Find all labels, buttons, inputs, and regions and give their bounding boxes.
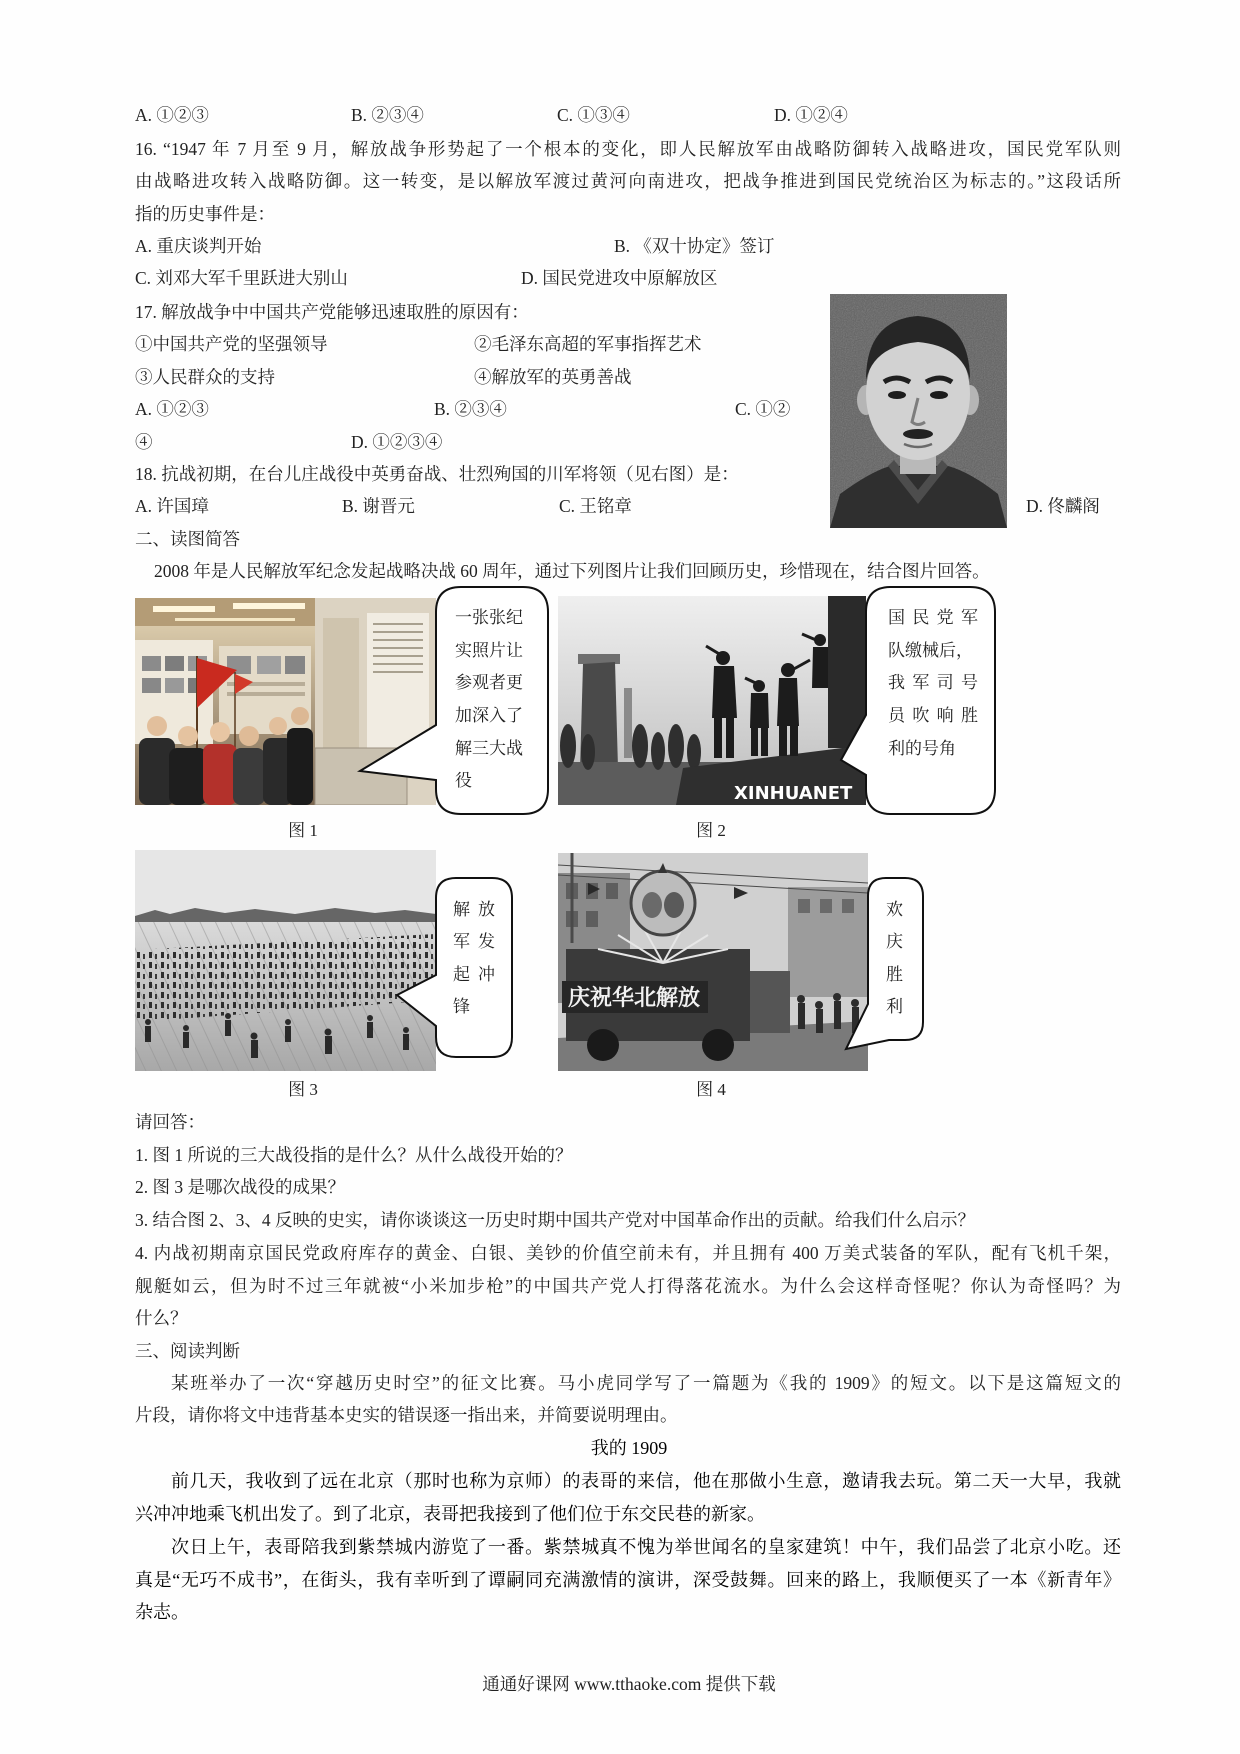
q16-stem-line-2: 由战略进攻转入战略防御。这一转变，是以解放军渡过黄河向南进攻，把战争推进到国民党统治区为标志的。”这段话所 — [135, 171, 1121, 191]
figure-2-bubble-line: 员吹响胜 — [888, 706, 978, 725]
q15-option-b: B. ②③④ — [351, 105, 424, 125]
q17-option-c-continued: ④ — [135, 432, 153, 452]
q18-stem: 18. 抗战初期，在台儿庄战役中英勇奋战、壮烈殉国的川军将领（见右图）是： — [135, 464, 739, 484]
xinhua-watermark: XINHUANET — [734, 783, 853, 804]
figure-4-parade-photo — [558, 853, 868, 1071]
q16-stem-line-1: 16. “1947 年 7 月至 9 月，解放战争形势起了一个根本的变化，即人民解放军由战略防御转入战略进攻，国民党军队则 — [135, 139, 1121, 159]
figure-1-bubble-line: 参观者更 — [455, 673, 523, 692]
figure-1-bubble-line: 役 — [455, 771, 472, 790]
q16-option-b: B. 《双十协定》签订 — [614, 236, 775, 256]
story-paragraph-2-line-2: 真是“无巧不成书”，在街头，我有幸听到了谭嗣同充满激情的演讲，深受鼓舞。回来的路上，我顺便买了一本《新青年》 — [135, 1570, 1121, 1590]
q17-option-d: D. ①②③④ — [351, 432, 443, 452]
figure-1-bubble-line: 实照片让 — [455, 641, 523, 660]
story-paragraph-2-line-3: 杂志。 — [135, 1602, 189, 1622]
figure-4-bubble-line: 庆 — [886, 932, 903, 951]
figure-4-caption: 图 4 — [696, 1080, 726, 1099]
figure-4-speech-bubble — [841, 876, 926, 1054]
section-3-intro-line-2: 片段，请你将文中违背基本史实的错误逐一指出来，并简要说明理由。 — [135, 1405, 678, 1425]
q18-option-c: C. 王铭章 — [559, 496, 632, 516]
q15-option-d: D. ①②④ — [774, 105, 848, 125]
answer-prompt: 请回答： — [135, 1112, 205, 1132]
figure-2-bubble-line: 队缴械后， — [888, 641, 973, 660]
figure-2-image — [558, 596, 866, 805]
figure-1-caption: 图 1 — [288, 821, 318, 840]
story-title: 我的 1909 — [590, 1438, 668, 1458]
section-3-intro-line-1: 某班举办了一次“穿越历史时空”的征文比赛。马小虎同学写了一篇题为《我的 1909》的短文。以下是这篇短文的 — [171, 1373, 1121, 1393]
figure-2-buglers-photo — [558, 596, 866, 805]
figure-3-bubble-line: 锋 — [453, 997, 470, 1016]
figure-2-bubble-line: 我军司号 — [888, 673, 978, 692]
q15-option-a: A. ①②③ — [135, 105, 209, 125]
q17-option-a: A. ①②③ — [135, 399, 209, 419]
figure-4-bubble-line: 利 — [886, 997, 903, 1016]
winter-sky — [135, 850, 436, 922]
section-2-question-3: 3. 结合图 2、3、4 反映的史实，请你谈谈这一历史时期中国共产党对中国革命作出的贡献。给我们什么启示？ — [135, 1210, 975, 1230]
q16-option-d: D. 国民党进攻中原解放区 — [521, 268, 718, 288]
figure-3-bubble-line: 起冲 — [453, 965, 495, 984]
q17-option-b: B. ②③④ — [434, 399, 507, 419]
figure-4-image — [558, 853, 868, 1071]
section-2-question-2: 2. 图 3 是哪次战役的成果？ — [135, 1177, 345, 1197]
portrait-image — [830, 294, 1007, 528]
q17-option-c: C. ①② — [735, 399, 791, 419]
q17-item-2: ②毛泽东高超的军事指挥艺术 — [474, 334, 702, 354]
figure-4-bubble-line: 胜 — [886, 965, 903, 984]
q16-stem-line-3: 指的历史事件是： — [135, 204, 275, 224]
figure-1-bubble-line: 加深入了 — [455, 706, 523, 725]
q16-option-c: C. 刘邓大军千里跃进大别山 — [135, 268, 348, 288]
q17-stem: 17. 解放战争中中国共产党能够迅速取胜的原因有： — [135, 302, 529, 322]
q17-item-3: ③人民群众的支持 — [135, 367, 275, 387]
figure-3-bubble-line: 军发 — [453, 932, 495, 951]
q15-option-c: C. ①③④ — [557, 105, 630, 125]
celebration-banner — [562, 981, 708, 1013]
figure-1-bubble-line: 解三大战 — [455, 739, 523, 758]
q17-item-1: ①中国共产党的坚强领导 — [135, 334, 328, 354]
figure-3-caption: 图 3 — [288, 1080, 318, 1099]
q17-item-4: ④解放军的英勇善战 — [474, 367, 632, 387]
story-paragraph-1-line-1: 前几天，我收到了远在北京（那时也称为京师）的表哥的来信，他在那做小生意，邀请我去玩。第二天一大早，我就 — [171, 1471, 1121, 1491]
section-2-question-1: 1. 图 1 所说的三大战役指的是什么？从什么战役开始的？ — [135, 1145, 573, 1165]
story-paragraph-2-line-1: 次日上午，表哥陪我到紫禁城内游览了一番。紫禁城真不愧为举世闻名的皇家建筑！中午，我们品尝了北京小吃。还 — [171, 1537, 1121, 1557]
q16-option-a: A. 重庆谈判开始 — [135, 236, 262, 256]
figure-2-caption: 图 2 — [696, 821, 726, 840]
q18-option-b: B. 谢晋元 — [342, 496, 415, 516]
figure-3-image — [135, 850, 436, 1071]
section-2-question-4-line-3: 什么？ — [135, 1308, 188, 1328]
banner-text: 庆祝华北解放 — [568, 986, 701, 1011]
section-3-heading: 三、阅读判断 — [135, 1341, 240, 1361]
figure-2-bubble-line: 利的号角 — [888, 739, 956, 758]
figure-1-bubble-line: 一张张纪 — [455, 608, 523, 627]
figure-3-charge-photo — [135, 850, 436, 1071]
general-portrait-photo — [830, 294, 1007, 528]
figure-3-bubble-line: 解放 — [453, 900, 495, 919]
section-2-intro: 2008 年是人民解放军纪念发起战略决战 60 周年，通过下列图片让我们回顾历史，珍惜现在，结合图片回答。 — [154, 561, 990, 581]
section-2-question-4-line-1: 4. 内战初期南京国民党政府库存的黄金、白银、美钞的价值空前未有，并且拥有 400 万美式装备的军队，配有飞机千架， — [135, 1243, 1121, 1263]
figure-4-bubble-line: 欢 — [886, 900, 903, 919]
page-footer: 通通好课网 www.tthaoke.com 提供下载 — [482, 1674, 776, 1694]
story-paragraph-1-line-2: 兴冲冲地乘飞机出发了。到了北京，表哥把我接到了他们位于东交民巷的新家。 — [135, 1504, 765, 1524]
section-2-heading: 二、读图简答 — [135, 529, 240, 549]
q18-option-a: A. 许国璋 — [135, 496, 209, 516]
figure-2-bubble-line: 国民党军 — [888, 608, 978, 627]
q18-option-d: D. 佟麟阁 — [1026, 496, 1100, 516]
section-2-question-4-line-2: 舰艇如云，但为时不过三年就被“小米加步枪”的中国共产党人打得落花流水。为什么会这样奇怪呢？你认为奇怪吗？为 — [135, 1276, 1121, 1296]
